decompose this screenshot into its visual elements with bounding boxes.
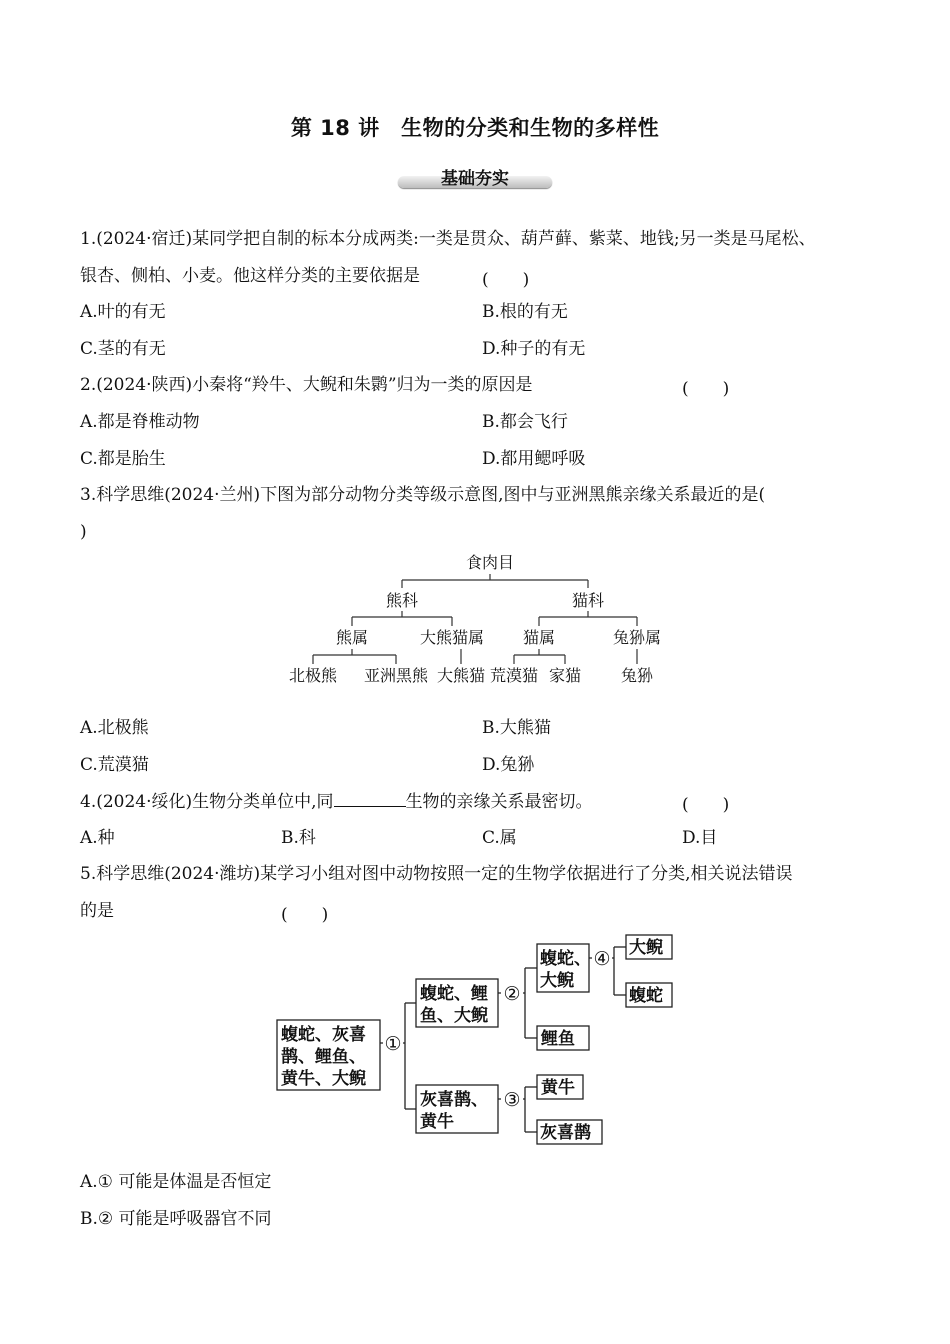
marker-4: ④	[593, 948, 611, 970]
q2-line1: 2.(2024·陕西)小秦将“羚牛、大鲵和朱鹮”归为一类的原因是	[80, 375, 533, 395]
tree-genus-panda: 大熊猫属	[419, 628, 485, 647]
q5-option-b: B.② 可能是呼吸器官不同	[80, 1209, 272, 1229]
q5-line2: 的是	[80, 901, 114, 921]
q1-option-a: A.叶的有无	[80, 302, 166, 322]
q3-option-b: B.大熊猫	[482, 718, 551, 738]
q3-line1: 3.科学思维(2024·兰州)下图为部分动物分类等级示意图,图中与亚洲黑熊亲缘关系最近的是(	[80, 485, 766, 505]
q5-option-a: A.① 可能是体温是否恒定	[80, 1172, 272, 1192]
page-title: 第 18 讲 生物的分类和生物的多样性	[290, 116, 660, 140]
q1-line1: 1.(2024·宿迁)某同学把自制的标本分成两类:一类是贯众、葫芦藓、紫菜、地钱;另一类是马尾松、	[80, 229, 816, 249]
leaf-salamander-text: 大鲵	[629, 938, 663, 958]
q4-option-c: C.属	[482, 828, 517, 848]
tree-species-pallas-cat: 兔狲	[620, 666, 654, 685]
q4-option-b: B.科	[281, 828, 316, 848]
q4-text-before-blank: 4.(2024·绥化)生物分类单位中,同	[80, 792, 334, 812]
leaf-magpie-text: 灰喜鹊	[540, 1123, 591, 1143]
q5-answer-paren: ( )	[281, 905, 329, 925]
q3-option-c: C.荒漠猫	[80, 755, 149, 775]
root-text-line3: 黄牛、大鲵	[281, 1069, 366, 1089]
leaf-cattle-text: 黄牛	[541, 1078, 575, 1098]
tree-species-domestic-cat: 家猫	[548, 666, 582, 685]
q4-option-d: D.目	[682, 828, 718, 848]
q3-option-d: D.兔狲	[482, 755, 535, 775]
leaf-carp-text: 鲤鱼	[541, 1029, 575, 1049]
mid-top-text-line1: 蝮蛇、鲤	[420, 984, 488, 1004]
q1-option-b: B.根的有无	[482, 302, 568, 322]
q2-option-d: D.都用鳃呼吸	[482, 449, 586, 469]
mid-bottom-text-line1: 灰喜鹊、	[420, 1090, 488, 1110]
root-text-line2: 鹊、鲤鱼、	[281, 1047, 366, 1067]
leaf-viper-text: 蝮蛇	[629, 986, 663, 1006]
q2-answer-paren: ( )	[682, 379, 730, 399]
q4-text-after-blank: 生物的亲缘关系最密切。	[405, 792, 593, 812]
tree-genus-felis: 猫属	[522, 628, 556, 647]
tree-family-cat: 猫科	[571, 591, 605, 610]
marker-2: ②	[503, 983, 521, 1005]
q4-option-a: A.种	[80, 828, 115, 848]
q5-line1: 5.科学思维(2024·潍坊)某学习小组对图中动物按照一定的生物学依据进行了分类,相关说法错误	[80, 864, 793, 884]
small-top-text-line1: 蝮蛇、	[540, 949, 591, 969]
q2-option-c: C.都是胎生	[80, 449, 166, 469]
tree-species-giant-panda: 大熊猫	[436, 666, 486, 685]
q2-option-b: B.都会飞行	[482, 412, 568, 432]
q3-option-a: A.北极熊	[80, 718, 149, 738]
root-text-line1: 蝮蛇、灰喜	[281, 1025, 366, 1045]
mid-bottom-text-line2: 黄牛	[420, 1112, 454, 1132]
tree-order: 食肉目	[465, 553, 515, 572]
tree-species-asian-black-bear: 亚洲黑熊	[363, 666, 429, 685]
tree-family-bear: 熊科	[385, 591, 419, 610]
marker-3: ③	[503, 1089, 521, 1111]
q1-answer-paren: ( )	[482, 270, 530, 290]
q1-line2: 银杏、侧柏、小麦。他这样分类的主要依据是	[80, 266, 420, 286]
section-label: 基础夯实	[441, 169, 509, 189]
tree-species-polar-bear: 北极熊	[288, 666, 338, 685]
tree-genus-ursus: 熊属	[335, 628, 369, 647]
q1-option-c: C.茎的有无	[80, 339, 166, 359]
q3-line2: )	[80, 522, 87, 542]
mid-top-text-line2: 鱼、大鲵	[420, 1006, 488, 1026]
tree-species-chinese-mountain-cat: 荒漠猫	[489, 666, 539, 685]
small-top-text-line2: 大鲵	[540, 971, 574, 991]
tree-genus-otocolobus: 兔狲属	[612, 628, 662, 647]
q2-option-a: A.都是脊椎动物	[80, 412, 200, 432]
q4-answer-paren: ( )	[682, 795, 730, 815]
marker-1: ①	[384, 1033, 402, 1055]
q1-option-d: D.种子的有无	[482, 339, 586, 359]
